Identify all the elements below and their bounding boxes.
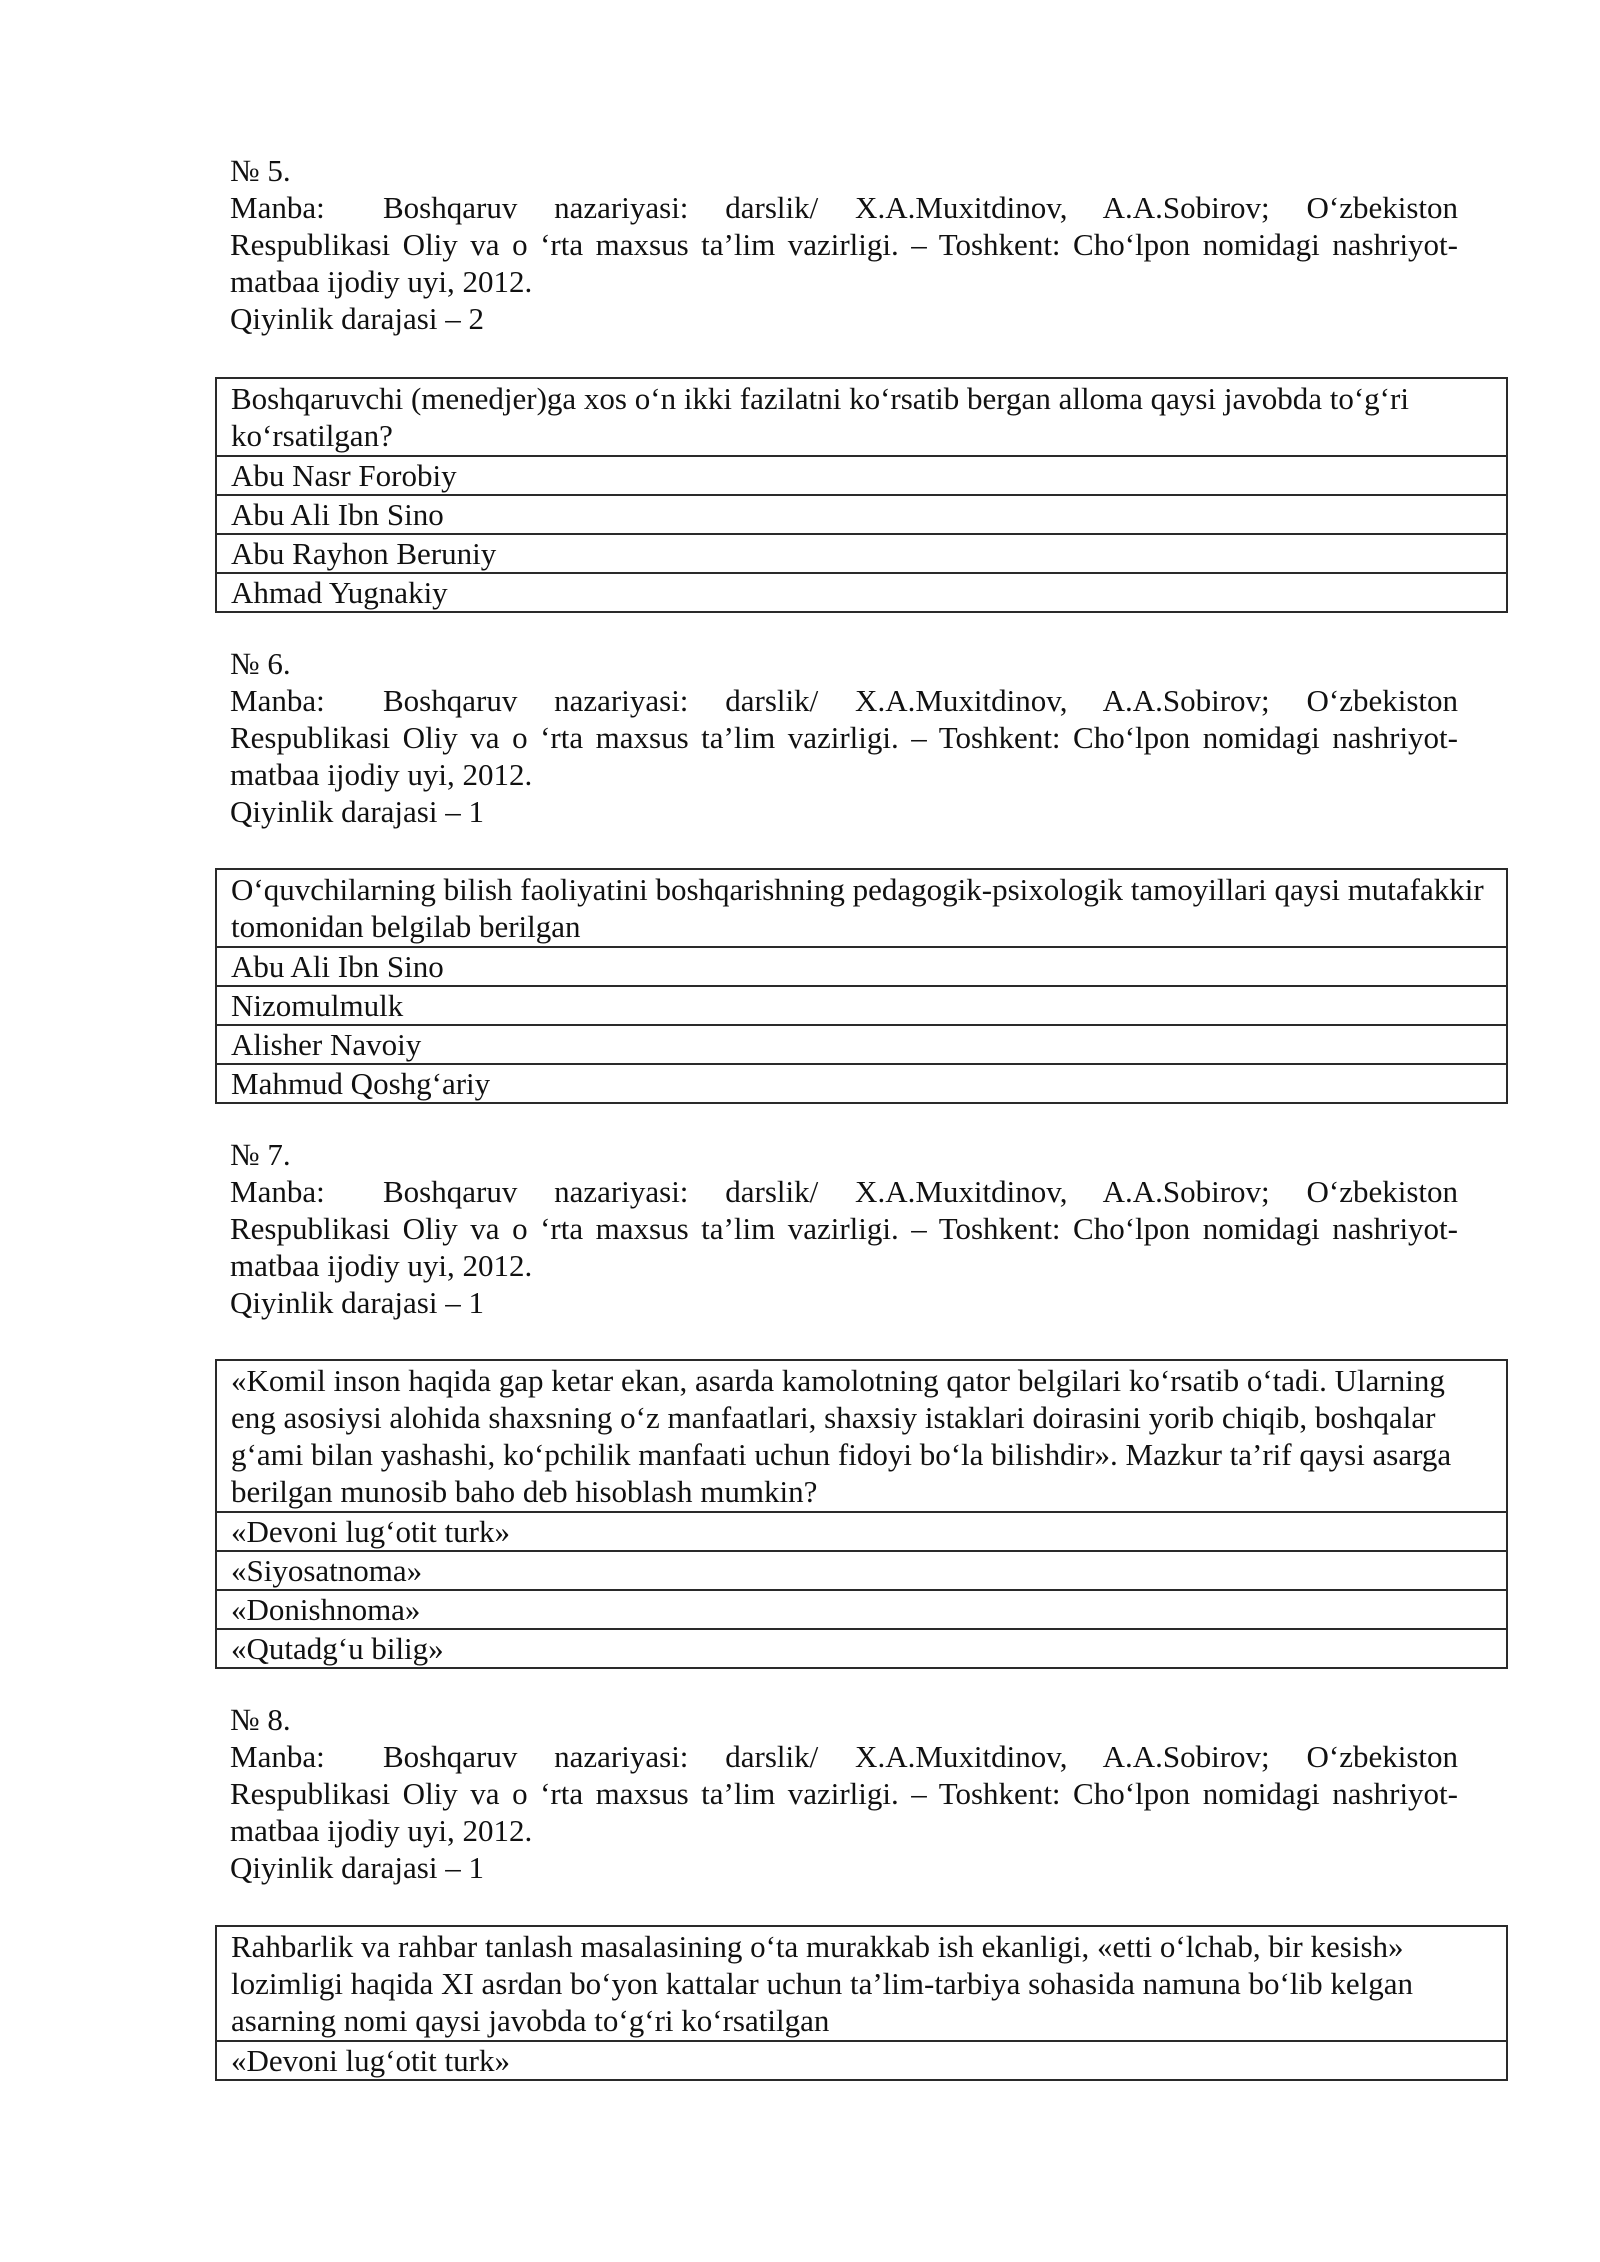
answer-option: Nizomulmulk [216,986,1507,1025]
source-citation [230,1173,1458,1284]
difficulty-level: Qiyinlik darajasi – 2 [230,301,484,336]
question-header-8 [230,1701,1458,1886]
answer-option: Abu Ali Ibn Sino [216,495,1507,534]
difficulty-level: Qiyinlik darajasi – 1 [230,1850,484,1885]
answer-option: Abu Ali Ibn Sino [216,947,1507,986]
source-label: Manba: [230,190,325,225]
question-number: № 5. [230,153,291,188]
question-table-7 [215,1359,1508,1669]
question-header-6 [230,645,1458,830]
answer-option: «Donishnoma» [216,1590,1507,1629]
question-number: № 8. [230,1702,291,1737]
source-citation [230,189,1458,300]
answer-option: «Devoni lug‘otit turk» [216,2041,1507,2080]
source-text: Boshqaruv nazariyasi: darslik/ X.A.Muxitdinov, A.A.Sobirov; O‘zbekiston Respublikasi Oliy va o ‘rta maxsus ta’lim vazirligi. – Toshkent: Cho‘lpon nomidagi nashriyot-matbaa ijodiy uyi, 2012. [230,1174,1458,1283]
source-label: Manba: [230,683,325,718]
question-header-7 [230,1136,1458,1321]
source-text: Boshqaruv nazariyasi: darslik/ X.A.Muxitdinov, A.A.Sobirov; O‘zbekiston Respublikasi Oliy va o ‘rta maxsus ta’lim vazirligi. – Toshkent: Cho‘lpon nomidagi nashriyot-matbaa ijodiy uyi, 2012. [230,683,1458,792]
question-number: № 6. [230,646,291,681]
question-table-6 [215,868,1508,1104]
question-number: № 7. [230,1137,291,1172]
answer-option: Alisher Navoiy [216,1025,1507,1064]
answer-option: Abu Nasr Forobiy [216,456,1507,495]
question-table-5 [215,377,1508,613]
source-citation [230,1738,1458,1849]
answer-option: Abu Rayhon Beruniy [216,534,1507,573]
answer-option: Ahmad Yugnakiy [216,573,1507,612]
question-text: Rahbarlik va rahbar tanlash masalasining o‘ta murakkab ish ekanligi, «etti o‘lchab, bir kesish» lozimligi haqida XI asrdan bo‘yon kattalar uchun ta’lim-tarbiya sohasida namuna bo‘lib kelgan asarning nomi qaysi javobda to‘g‘ri ko‘rsatilgan [216,1926,1507,2041]
source-text: Boshqaruv nazariyasi: darslik/ X.A.Muxitdinov, A.A.Sobirov; O‘zbekiston Respublikasi Oliy va o ‘rta maxsus ta’lim vazirligi. – Toshkent: Cho‘lpon nomidagi nashriyot-matbaa ijodiy uyi, 2012. [230,190,1458,299]
source-label: Manba: [230,1739,325,1774]
answer-option: Mahmud Qoshg‘ariy [216,1064,1507,1103]
answer-option: «Qutadg‘u bilig» [216,1629,1507,1668]
answer-option: «Devoni lug‘otit turk» [216,1512,1507,1551]
difficulty-level: Qiyinlik darajasi – 1 [230,794,484,829]
source-text: Boshqaruv nazariyasi: darslik/ X.A.Muxitdinov, A.A.Sobirov; O‘zbekiston Respublikasi Oliy va o ‘rta maxsus ta’lim vazirligi. – Toshkent: Cho‘lpon nomidagi nashriyot-matbaa ijodiy uyi, 2012. [230,1739,1458,1848]
question-text: «Komil inson haqida gap ketar ekan, asarda kamolotning qator belgilari ko‘rsatib o‘tadi. Ularning eng asosiysi alohida shaxsning o‘z manfaatlari, shaxsiy istaklari doirasini yorib chiqib, boshqalar g‘ami bilan yashashi, ko‘pchilik manfaati uchun fidoyi bo‘la bilishdir». Mazkur ta’rif qaysi asarga berilgan munosib baho deb hisoblash mumkin? [216,1360,1507,1512]
question-text: Boshqaruvchi (menedjer)ga xos o‘n ikki fazilatni ko‘rsatib bergan alloma qaysi javobda to‘g‘ri ko‘rsatilgan? [216,378,1507,456]
source-citation [230,682,1458,793]
answer-option: «Siyosatnoma» [216,1551,1507,1590]
source-label: Manba: [230,1174,325,1209]
question-header-5 [230,152,1458,337]
question-table-8 [215,1925,1508,2081]
difficulty-level: Qiyinlik darajasi – 1 [230,1285,484,1320]
question-text: O‘quvchilarning bilish faoliyatini boshqarishning pedagogik-psixologik tamoyillari qaysi mutafakkir tomonidan belgilab berilgan [216,869,1507,947]
